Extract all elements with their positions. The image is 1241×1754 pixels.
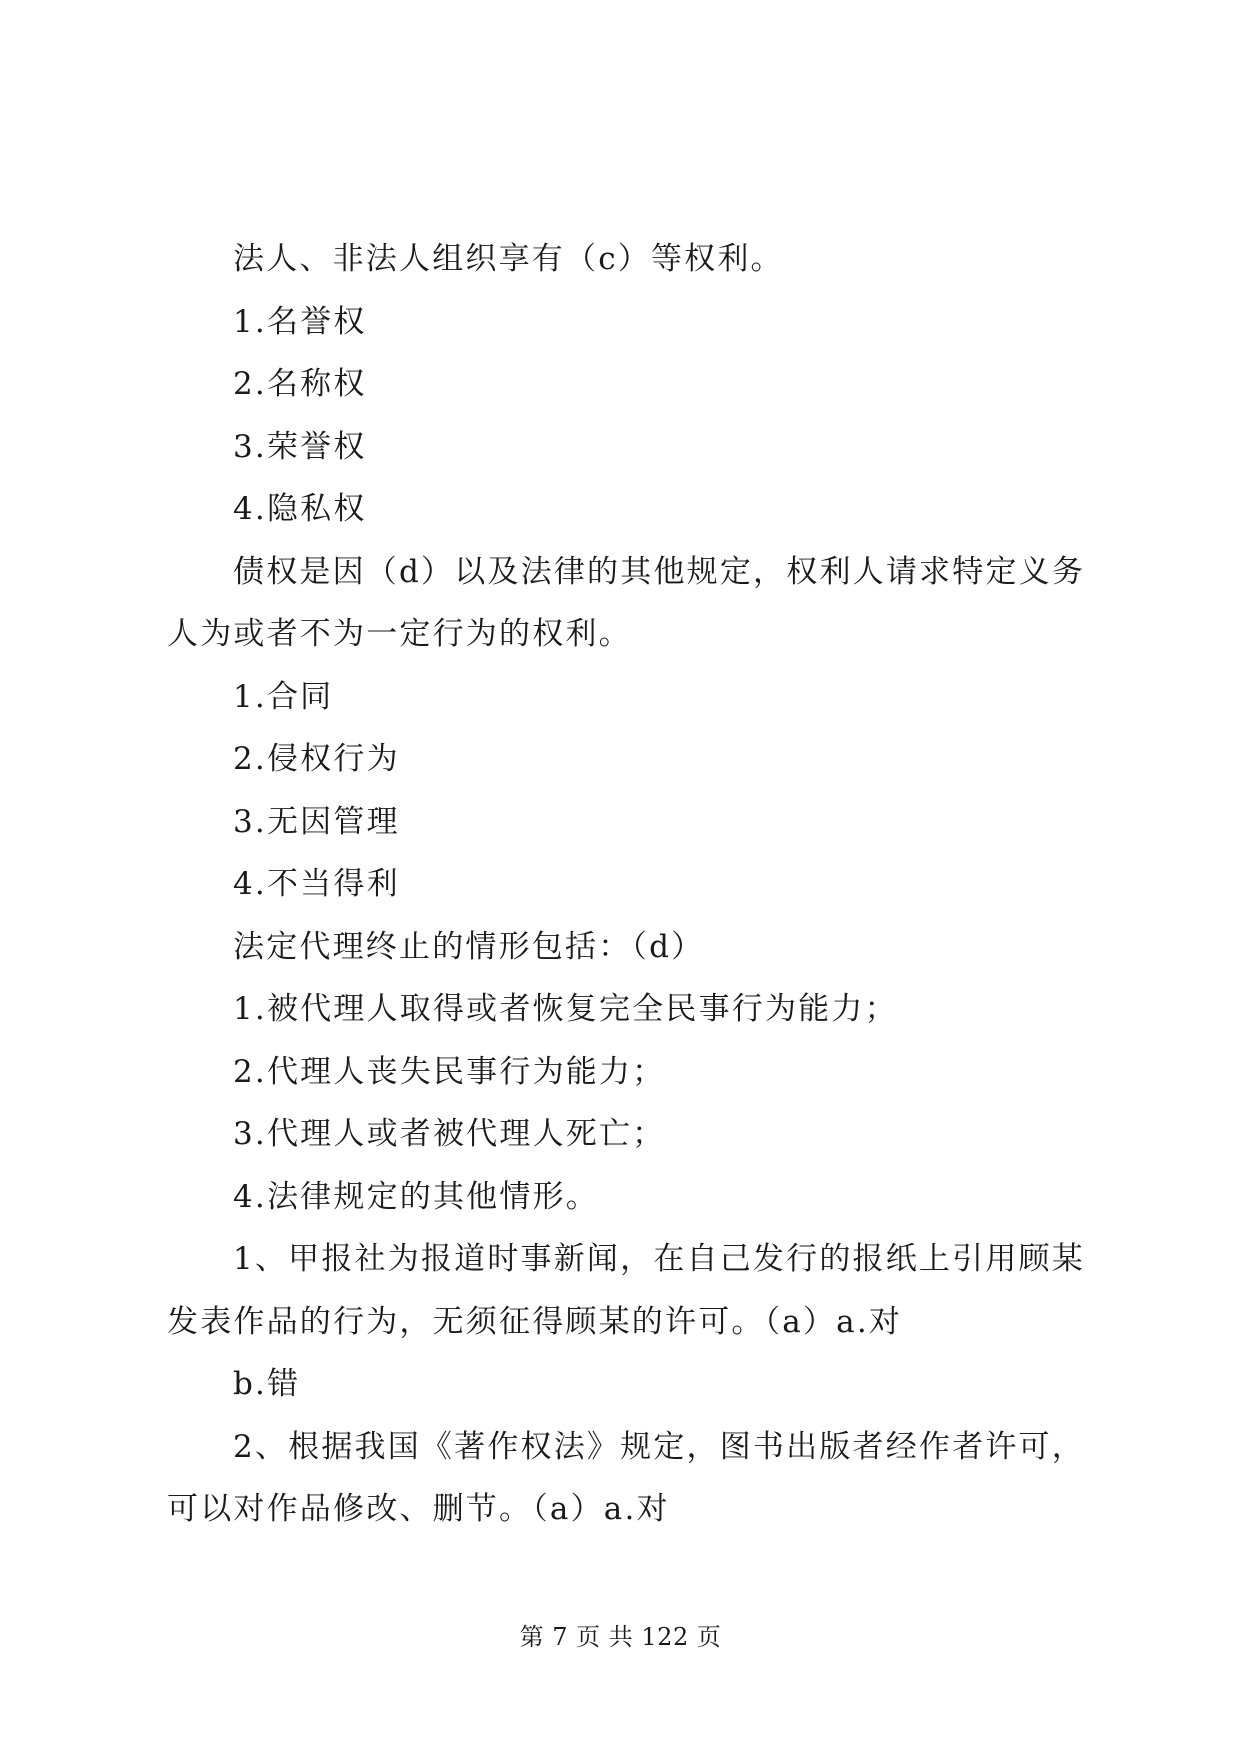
text-line: 4.隐私权 bbox=[233, 491, 367, 527]
text-line: 3.代理人或者被代理人死亡； bbox=[233, 1116, 666, 1152]
document-body bbox=[167, 228, 1087, 1541]
text-line: 可以对作品修改、删节。（a）a.对 bbox=[167, 1491, 670, 1527]
text-line: 3.荣誉权 bbox=[233, 428, 367, 465]
text-line: 1、甲报社为报道时事新闻，在自己发行的报纸上引用顾某 bbox=[233, 1241, 1085, 1277]
text-line: b.错 bbox=[233, 1366, 301, 1402]
text-line: 4.法律规定的其他情形。 bbox=[233, 1178, 599, 1215]
text-line: 2.侵权行为 bbox=[233, 741, 400, 777]
text-line: 1.名誉权 bbox=[233, 303, 367, 340]
text-line: 1.合同 bbox=[233, 678, 334, 715]
text-line: 1.被代理人取得或者恢复完全民事行为能力； bbox=[233, 991, 898, 1027]
text-line: 4.不当得利 bbox=[233, 866, 400, 902]
text-line: 人为或者不为一定行为的权利。 bbox=[167, 616, 632, 652]
text-line: 发表作品的行为，无须征得顾某的许可。（a）a.对 bbox=[167, 1303, 903, 1340]
text-line: 2、根据我国《著作权法》规定，图书出版者经作者许可， bbox=[233, 1428, 1085, 1465]
text-line: 法人、非法人组织享有（c）等权利。 bbox=[233, 241, 784, 277]
text-line: 3.无因管理 bbox=[233, 803, 400, 840]
text-line: 2.名称权 bbox=[233, 366, 367, 402]
page-number-footer: 第 7 页 共 122 页 bbox=[519, 1623, 722, 1651]
text-line: 债权是因（d）以及法律的其他规定，权利人请求特定义务 bbox=[233, 553, 1086, 590]
text-line: 法定代理终止的情形包括：（d） bbox=[233, 928, 705, 965]
text-line: 2.代理人丧失民事行为能力； bbox=[233, 1053, 666, 1090]
